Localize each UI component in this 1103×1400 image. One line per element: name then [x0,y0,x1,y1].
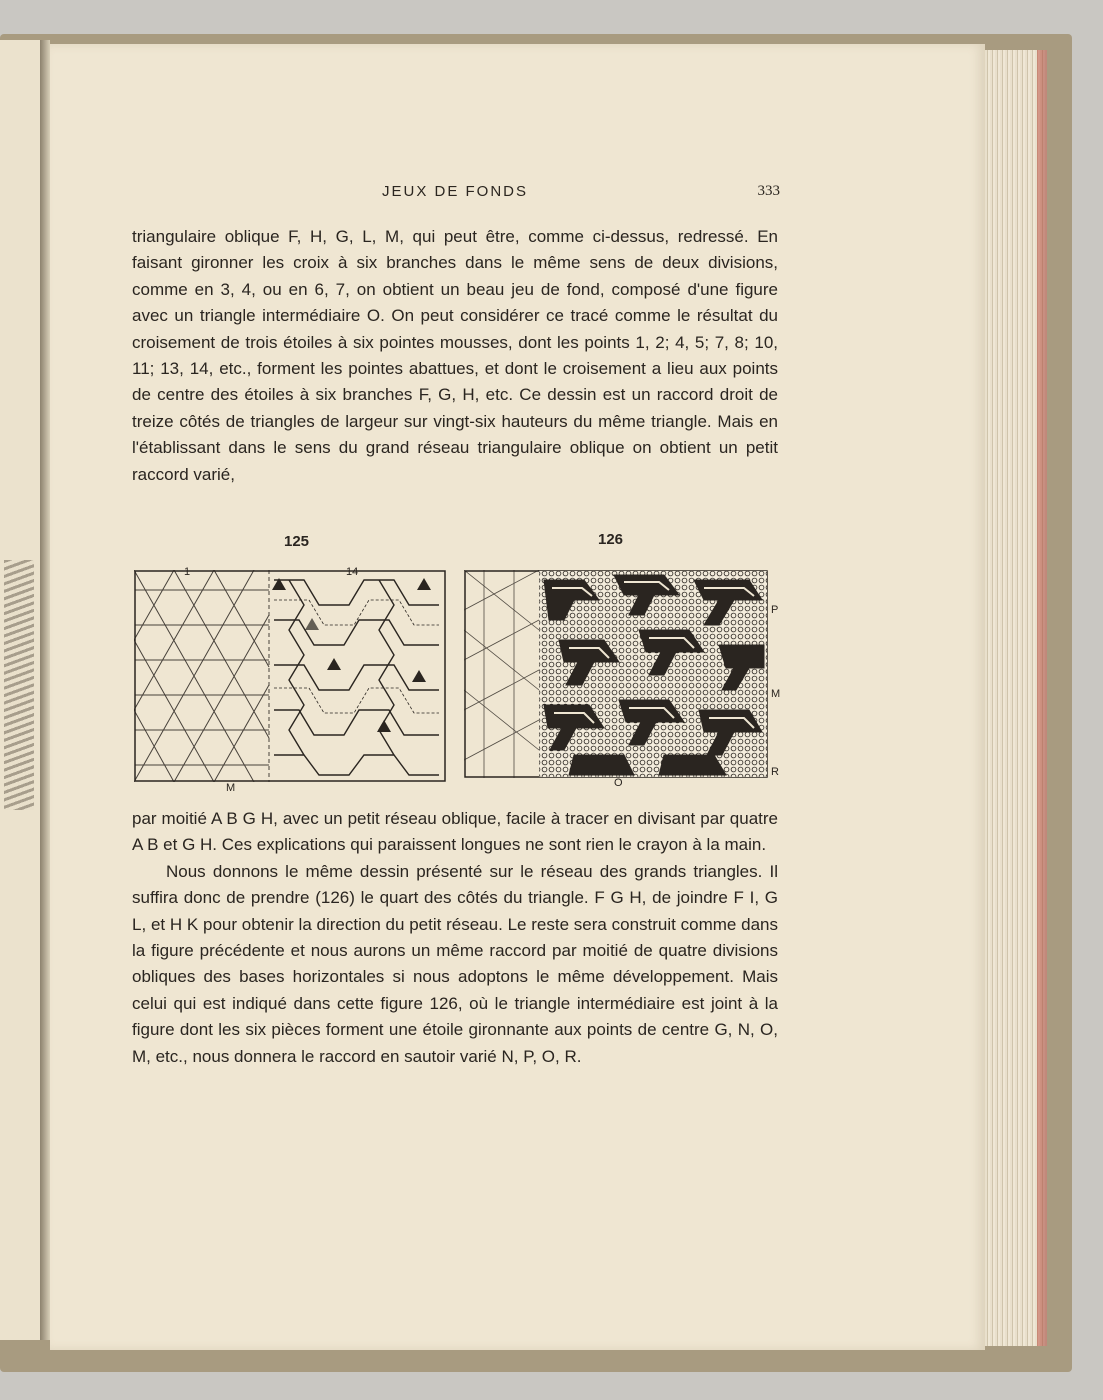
book-gutter [40,40,50,1340]
page-edges [985,50,1047,1346]
figure-125-pattern [134,570,446,782]
figure-126-label: 126 [598,531,624,548]
left-page-edge [0,40,40,1340]
left-page-ornament [4,560,34,810]
paragraph-3: Nous donnons le même dessin présenté sur le réseau des grands triangles. Il suffira donc de prendre (126) le quart des côtés du triangle. F G H, de joindre F I, G L, et H K pour obtenir la direction du petit réseau. Le reste sera construit comme dans la figure précédente et nous aurons un même raccord par moitié de quatre divisions obliques des bases horizontales si nous adoptons le même développement. Mais celui qui est indiqué dans cette figure 126, où le triangle intermédiaire est joint à la figure dont les six pièces forment une étoile gironnante aux points de centre G, N, O, M, etc., nous donnera le raccord en sautoir varié N, P, O, R. [132,861,778,1066]
text-block-bottom [132,806,778,1070]
figure-125-label: 125 [284,533,310,550]
figure-126-letter-m: M [771,688,781,700]
page-number: 333 [757,183,780,199]
figure-125-letter-1: 1 [184,566,191,578]
figure-126-pattern [464,570,768,778]
figure-125-letter-14: 14 [346,566,359,578]
page-header [130,180,780,204]
text-block-top [132,224,778,488]
paragraph-1: triangulaire oblique F, H, G, L, M, qui peut être, comme ci-dessus, redressé. En faisant gironner les croix à six branches dans le même sens de deux divisions, comme en 3, 4, ou en 6, 7, on obtient un beau jeu de fond, composé d'une figure avec un triangle intermédiaire O. On peut considérer ce tracé comme le résultat du croisement de trois étoiles à six pointes mousses, dont les points 1, 2; 4, 5; 7, 8; 10, 11; 13, 14, etc., forment les pointes abattues, et dont le croisement a lieu aux points de centre des étoiles à six branches F, G, H, etc. Ce dessin est un raccord droit de treize côtés de triangles de largeur sur vingt-six hauteurs du même triangle. Mais en l'établissant dans le sens du grand réseau triangulaire oblique on obtient un petit raccord varié, [132,227,778,484]
figure-126-letter-p: P [771,604,779,616]
running-head: JEUX DE FONDS [381,183,528,200]
paragraph-2: par moitié A B G H, avec un petit réseau oblique, facile à tracer en divisant par quatre A B et G H. Ces explications qui paraissent longues ne sont rien le crayon à la main. [132,809,778,855]
figure-126-letter-o: O [614,777,623,789]
figure-125-letter-m: M [226,782,236,794]
figure-126-letter-r: R [771,766,779,778]
